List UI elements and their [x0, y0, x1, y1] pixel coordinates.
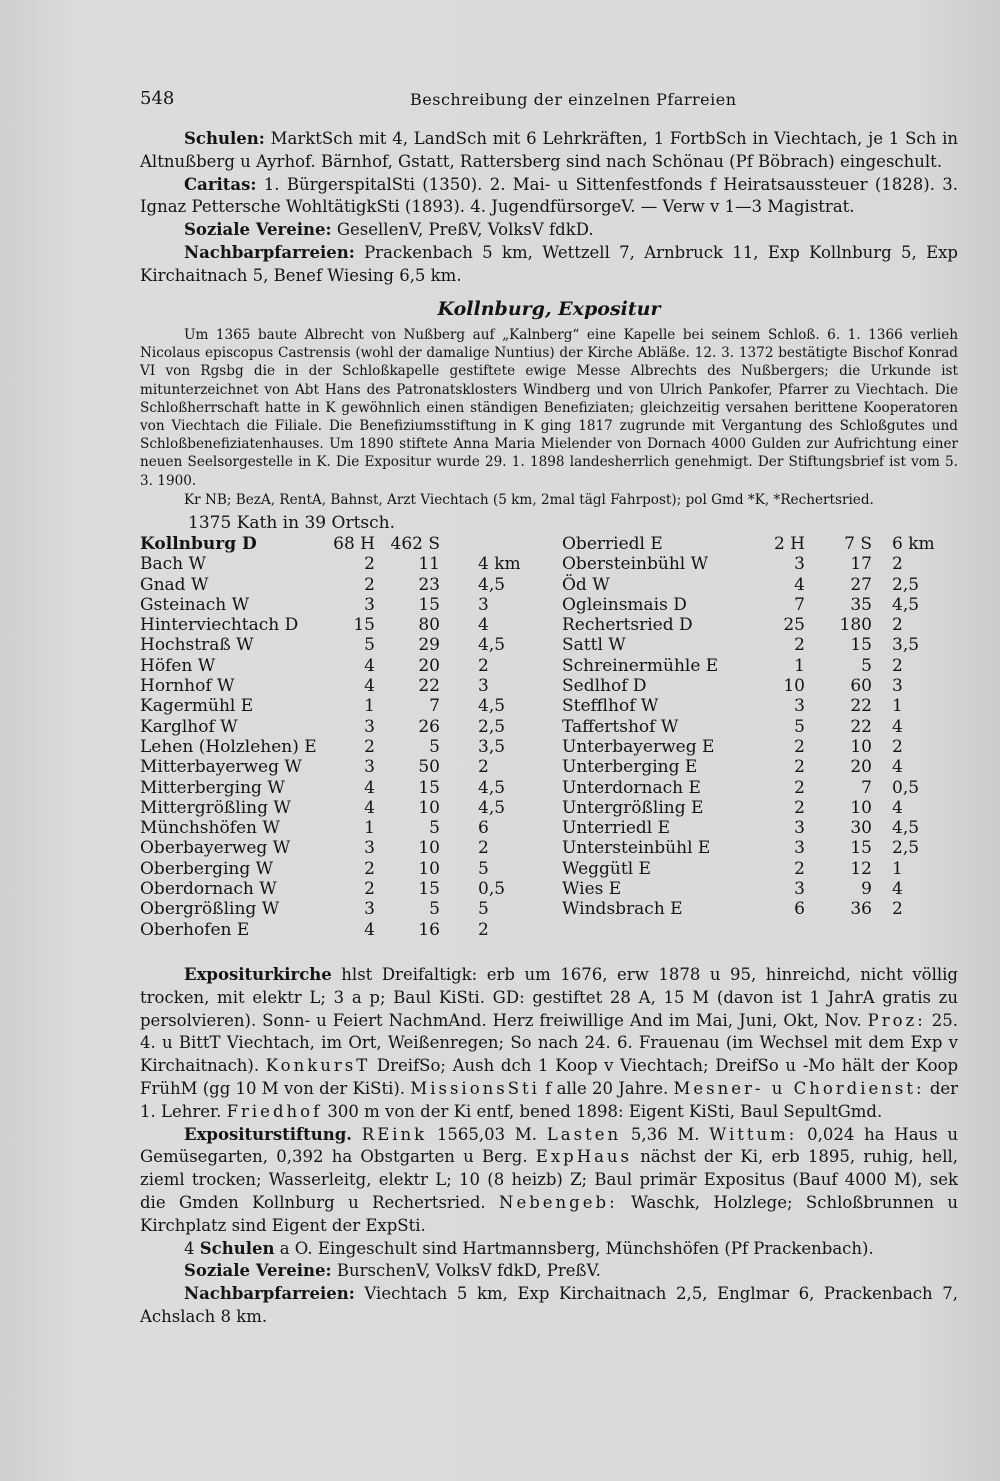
place-row [562, 615, 958, 635]
vereine-bottom-text: BurschenV, VolksV fdkD, PreßV. [336, 1261, 601, 1281]
place-row [140, 615, 550, 635]
place-row [562, 534, 958, 554]
schulen-paragraph [140, 128, 958, 174]
place-row [562, 554, 958, 574]
place-name: Stefflhof W [562, 696, 659, 717]
place-row [140, 534, 550, 554]
nachbar-text: Prackenbach 5 km, Wettzell 7, Arnbruck 11, Exp Kollnburg 5, Exp Kirchaitnach 5, Benef Wiesing 6,5 km. [140, 242, 958, 285]
nachbar-bottom-label: Nachbarpfarreien: [184, 1284, 355, 1304]
top-section [140, 128, 958, 288]
place-distance: 4,5 [892, 818, 920, 839]
place-distance: 6 [478, 818, 489, 839]
place-houses: 10 [783, 676, 805, 697]
lasten-label: Lasten [546, 1124, 622, 1144]
place-name: Hornhof W [140, 676, 235, 697]
place-row [562, 737, 958, 757]
place-distance: 2,5 [892, 838, 920, 859]
place-houses: 4 [364, 797, 375, 818]
place-distance: 3 [892, 676, 903, 697]
place-distance: 3,5 [892, 635, 920, 656]
vereine-bottom-paragraph [140, 1260, 958, 1283]
place-name: Oberberging W [140, 858, 274, 879]
place-souls: 35 [850, 594, 872, 615]
place-row [140, 778, 550, 798]
place-name: Oberdornach W [140, 879, 277, 900]
place-row [562, 757, 958, 777]
place-name: Oberbayerweg W [140, 838, 291, 859]
mesner-label: Mesner- u Chordienst: [673, 1078, 925, 1098]
place-row [562, 595, 958, 615]
place-row [140, 818, 550, 838]
place-name: Kollnburg D [140, 534, 257, 554]
place-houses: 4 [364, 676, 375, 697]
place-name: Untergrößling E [562, 797, 704, 818]
place-distance: 5 [478, 899, 489, 920]
place-souls: 10 [418, 797, 440, 818]
place-souls: 15 [850, 838, 872, 859]
place-souls: 5 [429, 818, 440, 839]
place-distance: 2 [478, 838, 489, 859]
place-name: Bach W [140, 554, 206, 575]
place-distance: 3 [478, 676, 489, 697]
place-name: Höfen W [140, 655, 216, 676]
place-name: Oberhofen E [140, 919, 250, 940]
place-distance: 4 [892, 716, 903, 737]
place-houses: 2 [364, 879, 375, 900]
place-souls: 10 [418, 858, 440, 879]
reink-value: 1565,03 M. [436, 1124, 538, 1144]
place-houses: 3 [364, 838, 375, 859]
proz-text: 25. 4. u BittT Viechtach, im Ort, Weißenregen; So nach 24. 6. Frauenau (im Wechsel mit dem Exp v Kirchaitnach). [140, 1010, 958, 1076]
place-houses: 4 [794, 574, 805, 595]
place-souls: 12 [850, 858, 872, 879]
place-row [140, 859, 550, 879]
schulen-text: MarktSch mit 4, LandSch mit 6 Lehrkräften, 1 FortbSch in Viechtach, je 1 Sch in Altnußberg u Ayrhof. Bärnhof, Gstatt, Rattersberg sind nach Schönau (Pf Böbrach) eingeschult. [140, 129, 959, 171]
nebengeb-text: Waschk, Holzlege; Schloßbrunnen u Kirchplatz sind Eigent der ExpSti. [140, 1192, 959, 1235]
place-houses: 6 [794, 899, 805, 920]
place-row [140, 879, 550, 899]
place-houses: 3 [364, 899, 375, 920]
place-name: Sattl W [562, 635, 626, 656]
expositurkirche-label: Expositurkirche [184, 965, 332, 984]
place-distance: 4 [892, 797, 903, 818]
place-distance: 2 [892, 615, 903, 636]
place-houses: 7 [794, 594, 805, 615]
place-name: Lehen (Holzlehen) E [140, 736, 317, 757]
place-souls: 20 [850, 757, 872, 778]
place-row [140, 899, 550, 919]
place-row [562, 798, 958, 818]
place-souls: 15 [418, 777, 440, 798]
place-houses: 15 [353, 615, 375, 636]
place-row [140, 798, 550, 818]
place-distance: 2 [892, 736, 903, 757]
place-row [140, 696, 550, 716]
place-name: Unterbayerweg E [562, 736, 715, 757]
place-houses: 3 [794, 838, 805, 859]
friedhof-text: 300 m von der Ki entf, bened 1898: Eigent KiSti, Baul SepultGmd. [327, 1101, 883, 1121]
place-name: Untersteinbühl E [562, 838, 711, 859]
wittum-label: Wittum: [709, 1124, 798, 1144]
place-houses: 2 [794, 757, 805, 778]
page-number: 548 [140, 88, 175, 109]
place-name: Öd W [562, 574, 610, 595]
place-distance: 2,5 [478, 716, 506, 737]
running-title: Beschreibung der einzelnen Pfarreien [410, 90, 737, 109]
place-houses: 3 [794, 879, 805, 900]
place-houses: 2 H [773, 534, 805, 554]
place-name: Obergrößling W [140, 899, 280, 920]
place-souls: 26 [418, 716, 440, 737]
expositurstiftung-label: Expositurstiftung. [184, 1124, 352, 1144]
place-souls: 5 [861, 655, 872, 676]
place-houses: 3 [364, 757, 375, 778]
place-houses: 3 [364, 594, 375, 615]
place-row [140, 595, 550, 615]
place-souls: 50 [418, 757, 440, 778]
place-distance: 5 [478, 858, 489, 879]
mesner-text: der 1. Lehrer. [140, 1078, 959, 1121]
place-name: Taffertshof W [562, 716, 679, 737]
schulen-bottom-paragraph [140, 1238, 958, 1261]
place-souls: 36 [850, 899, 872, 920]
place-row [562, 717, 958, 737]
place-row [562, 656, 958, 676]
place-distance: 0,5 [892, 777, 920, 798]
place-houses: 68 H [333, 534, 375, 554]
population-line: 1375 Kath in 39 Ortsch. [188, 513, 396, 533]
place-souls: 16 [418, 919, 440, 940]
place-houses: 1 [364, 818, 375, 839]
place-souls: 7 [429, 696, 440, 717]
place-distance: 2 [892, 554, 903, 575]
place-souls: 22 [850, 696, 872, 717]
konkurs-label: KonkursT [265, 1056, 371, 1076]
place-name: Gsteinach W [140, 594, 250, 615]
place-distance: 4 km [478, 554, 521, 575]
place-row [140, 676, 550, 696]
bottom-section [140, 964, 958, 1329]
place-name: Mitterbayerweg W [140, 757, 302, 778]
place-distance: 4 [892, 757, 903, 778]
place-distance: 4,5 [478, 635, 506, 656]
place-souls: 23 [418, 574, 440, 595]
place-houses: 4 [364, 655, 375, 676]
place-souls: 11 [418, 554, 440, 575]
place-souls: 10 [850, 797, 872, 818]
place-name: Gnad W [140, 574, 209, 595]
place-houses: 2 [364, 858, 375, 879]
place-name: Ogleinsmais D [562, 594, 687, 615]
place-row [140, 575, 550, 595]
place-distance: 1 [892, 858, 903, 879]
friedhof-label: Friedhof [226, 1101, 323, 1121]
places-column-left [140, 534, 550, 940]
place-distance: 2,5 [892, 574, 920, 595]
mission-text: f alle 20 Jahre. [545, 1078, 669, 1098]
place-souls: 462 S [390, 534, 440, 554]
expositurkirche-paragraph [140, 964, 958, 1124]
place-distance: 6 km [892, 534, 935, 554]
place-name: Mitterberging W [140, 777, 285, 798]
place-distance: 4,5 [478, 777, 506, 798]
place-name: Rechertsried D [562, 615, 693, 636]
place-souls: 10 [418, 838, 440, 859]
schulen-bottom-label: Schulen [199, 1238, 275, 1258]
place-houses: 4 [364, 777, 375, 798]
place-souls: 7 [861, 777, 872, 798]
place-distance: 4 [478, 615, 489, 636]
vereine-bottom-label: Soziale Vereine: [184, 1261, 332, 1281]
place-souls: 27 [850, 574, 872, 595]
schulen-label: Schulen: [184, 129, 265, 148]
place-houses: 3 [364, 716, 375, 737]
nachbar-bottom-text: Viechtach 5 km, Exp Kirchaitnach 2,5, Englmar 6, Prackenbach 7, Achslach 8 km. [140, 1284, 958, 1326]
places-column-right [562, 534, 958, 920]
nachbar-bottom-paragraph [140, 1283, 958, 1329]
wittum-text: 0,024 ha Haus u Gemüsegarten, 0,392 ha Obstgarten u Berg. [140, 1124, 959, 1167]
place-houses: 2 [794, 635, 805, 656]
place-distance: 4,5 [478, 696, 506, 717]
place-souls: 10 [850, 736, 872, 757]
reink-label: REink [361, 1124, 428, 1144]
place-row [140, 656, 550, 676]
place-row [562, 575, 958, 595]
place-distance: 2 [478, 757, 489, 778]
place-distance: 3,5 [478, 736, 506, 757]
place-name: Mittergrößling W [140, 797, 291, 818]
place-row [562, 859, 958, 879]
place-distance: 1 [892, 696, 903, 717]
place-row [140, 757, 550, 777]
place-row [140, 635, 550, 655]
place-row [562, 778, 958, 798]
place-name: Unterdornach E [562, 777, 701, 798]
place-row [140, 838, 550, 858]
place-souls: 15 [418, 594, 440, 615]
place-houses: 5 [364, 635, 375, 656]
place-row [562, 818, 958, 838]
place-souls: 80 [418, 615, 440, 636]
place-row [562, 838, 958, 858]
place-distance: 4,5 [478, 797, 506, 818]
place-houses: 1 [794, 655, 805, 676]
exphaus-label: ExpHaus [535, 1147, 633, 1167]
place-distance: 4,5 [892, 594, 920, 615]
place-houses: 2 [794, 797, 805, 818]
place-distance: 2 [892, 899, 903, 920]
place-distance: 3 [478, 594, 489, 615]
place-souls: 15 [418, 879, 440, 900]
nachbar-label: Nachbarpfarreien: [184, 242, 355, 262]
vereine-text: GesellenV, PreßV, VolksV fdkD. [336, 220, 594, 240]
place-row [562, 899, 958, 919]
place-distance: 4,5 [478, 574, 506, 595]
vereine-label: Soziale Vereine: [184, 220, 332, 240]
place-houses: 3 [794, 696, 805, 717]
place-houses: 2 [794, 736, 805, 757]
place-souls: 5 [429, 736, 440, 757]
place-name: Wies E [562, 879, 622, 900]
place-souls: 7 S [844, 534, 872, 554]
place-name: Sedlhof D [562, 676, 647, 697]
place-distance: 2 [892, 655, 903, 676]
place-row [140, 920, 550, 940]
caritas-text: 1. BürgerspitalSti (1350). 2. Mai- u Sittenfestfonds f Heiratsaussteuer (1828). 3. Ignaz Pettersche WohltätigkSti (1893). 4. JugendfürsorgeV. — Verw v 1—3 Magistrat. [140, 174, 958, 217]
place-row [562, 879, 958, 899]
place-houses: 3 [794, 818, 805, 839]
place-name: Obersteinbühl W [562, 554, 709, 575]
place-name: Unterberging E [562, 757, 698, 778]
place-name: Windsbrach E [562, 899, 683, 920]
place-houses: 3 [794, 554, 805, 575]
place-distance: 4 [892, 879, 903, 900]
place-distance: 2 [478, 655, 489, 676]
caritas-label: Caritas: [184, 174, 257, 194]
place-name: Weggütl E [562, 858, 651, 879]
place-houses: 2 [364, 736, 375, 757]
place-houses: 25 [783, 615, 805, 636]
place-souls: 20 [418, 655, 440, 676]
place-row [562, 635, 958, 655]
place-houses: 5 [794, 716, 805, 737]
place-souls: 60 [850, 676, 872, 697]
history-text: Um 1365 baute Albrecht von Nußberg auf „Kalnberg“ eine Kapelle bei seinem Schloß. 6. 1. 1366 verlieh Nicolaus episcopus Castrensis (wohl der damalige Nuntius) der Kirche Abläße. 12. 3. 1372 bestätigte Bischof Konrad VI von Rgsbg die in der Schloßkapelle gestiftete ewige Messe Albrechts des Nußbergers; die Urkunde ist mitunterzeichnet von Abt Hans des Patronatsklosters Windberg und von Ulrich Pankofer, Pfarrer zu Viechtach. Die Schloßherrschaft hatte in K gewöhnlich einen ständigen Benefiziaten; gleichzeitig versahen berittene Kooperatoren von Viechtach die Filiale. Die Benefiziumsstiftung in K ging 1817 zugrunde mit Vergantung des Schloßgutes und Schloßbenefiziatenhauses. Um 1890 stiftete Anna Maria Mielender von Dornach 4000 Gulden zur Aufrichtung einer neuen Seelsorgestelle in K. Die Expositur wurde 29. 1. 1898 landesherrlich genehmigt. Der Stiftungsbrief ist vom 5. 3. 1900. [140, 327, 958, 489]
place-name: Oberriedl E [562, 534, 663, 554]
place-row [140, 717, 550, 737]
place-name: Unterriedl E [562, 818, 671, 839]
place-houses: 2 [794, 858, 805, 879]
place-souls: 30 [850, 818, 872, 839]
schulen-bottom-text: a O. Eingeschult sind Hartmannsberg, Münchshöfen (Pf Prackenbach). [279, 1238, 874, 1258]
place-houses: 2 [364, 574, 375, 595]
expositurstiftung-paragraph [140, 1124, 958, 1238]
konkurs-text: DreifSo; Aush dch 1 Koop v Viechtach; DreifSo u -Mo hält der Koop FrühM (gg 10 M von der KiSti). [140, 1056, 959, 1098]
nachbar-paragraph [140, 242, 958, 288]
section-title: Kollnburg, Expositur [437, 298, 661, 320]
history-block [140, 326, 958, 509]
expositurkirche-text: hlst Dreifaltigk: erb um 1676, erw 1878 u 95, hinreichd, nicht völlig trocken, mit elektr L; 3 a p; Baul KiSti. GD: gestiftet 28 A, 15 M (davon ist 1 JahrA gratis zu persolvieren). Sonn- u Feiert NachmAnd. Herz freiwillige And im Mai, Juni, Okt, Nov. [140, 965, 958, 1030]
place-souls: 17 [850, 554, 872, 575]
place-distance: 2 [478, 919, 489, 940]
place-row [140, 737, 550, 757]
admin-line: Kr NB; BezA, RentA, Bahnst, Arzt Viechtach (5 km, 2mal tägl Fahrpost); pol Gmd *K, *Rechertsried. [184, 491, 874, 508]
vereine-paragraph [140, 219, 958, 242]
place-name: Kagermühl E [140, 696, 254, 717]
schulen-count: 4 [184, 1238, 195, 1258]
place-row [562, 676, 958, 696]
place-name: Hinterviechtach D [140, 615, 299, 636]
place-souls: 5 [429, 899, 440, 920]
exphaus-text: nächst der Ki, erb 1895, ruhig, hell, zieml trocken; Wasserleitg, elektr L; 10 (8 heizb) Z; Baul primär Expositus (Bauf 4000 M), sek die Gmden Kollnburg u Rechertsried. [140, 1147, 958, 1212]
place-houses: 2 [364, 554, 375, 575]
place-souls: 180 [839, 615, 872, 636]
place-name: Karglhof W [140, 716, 238, 737]
place-souls: 15 [850, 635, 872, 656]
place-souls: 9 [861, 879, 872, 900]
place-distance: 0,5 [478, 879, 506, 900]
mission-label: MissionsSti [410, 1078, 540, 1098]
nebengeb-label: Nebengeb: [499, 1192, 618, 1212]
place-houses: 4 [364, 919, 375, 940]
place-name: Schreinermühle E [562, 655, 719, 676]
place-souls: 22 [418, 676, 440, 697]
place-souls: 29 [418, 635, 440, 656]
place-houses: 1 [364, 696, 375, 717]
place-row [140, 554, 550, 574]
caritas-paragraph [140, 174, 958, 220]
proz-label: Proz: [867, 1010, 926, 1030]
place-name: Hochstraß W [140, 635, 254, 656]
place-souls: 22 [850, 716, 872, 737]
place-name: Münchshöfen W [140, 818, 280, 839]
running-header [140, 88, 960, 114]
place-houses: 2 [794, 777, 805, 798]
place-row [562, 696, 958, 716]
lasten-value: 5,36 M. [630, 1124, 700, 1144]
